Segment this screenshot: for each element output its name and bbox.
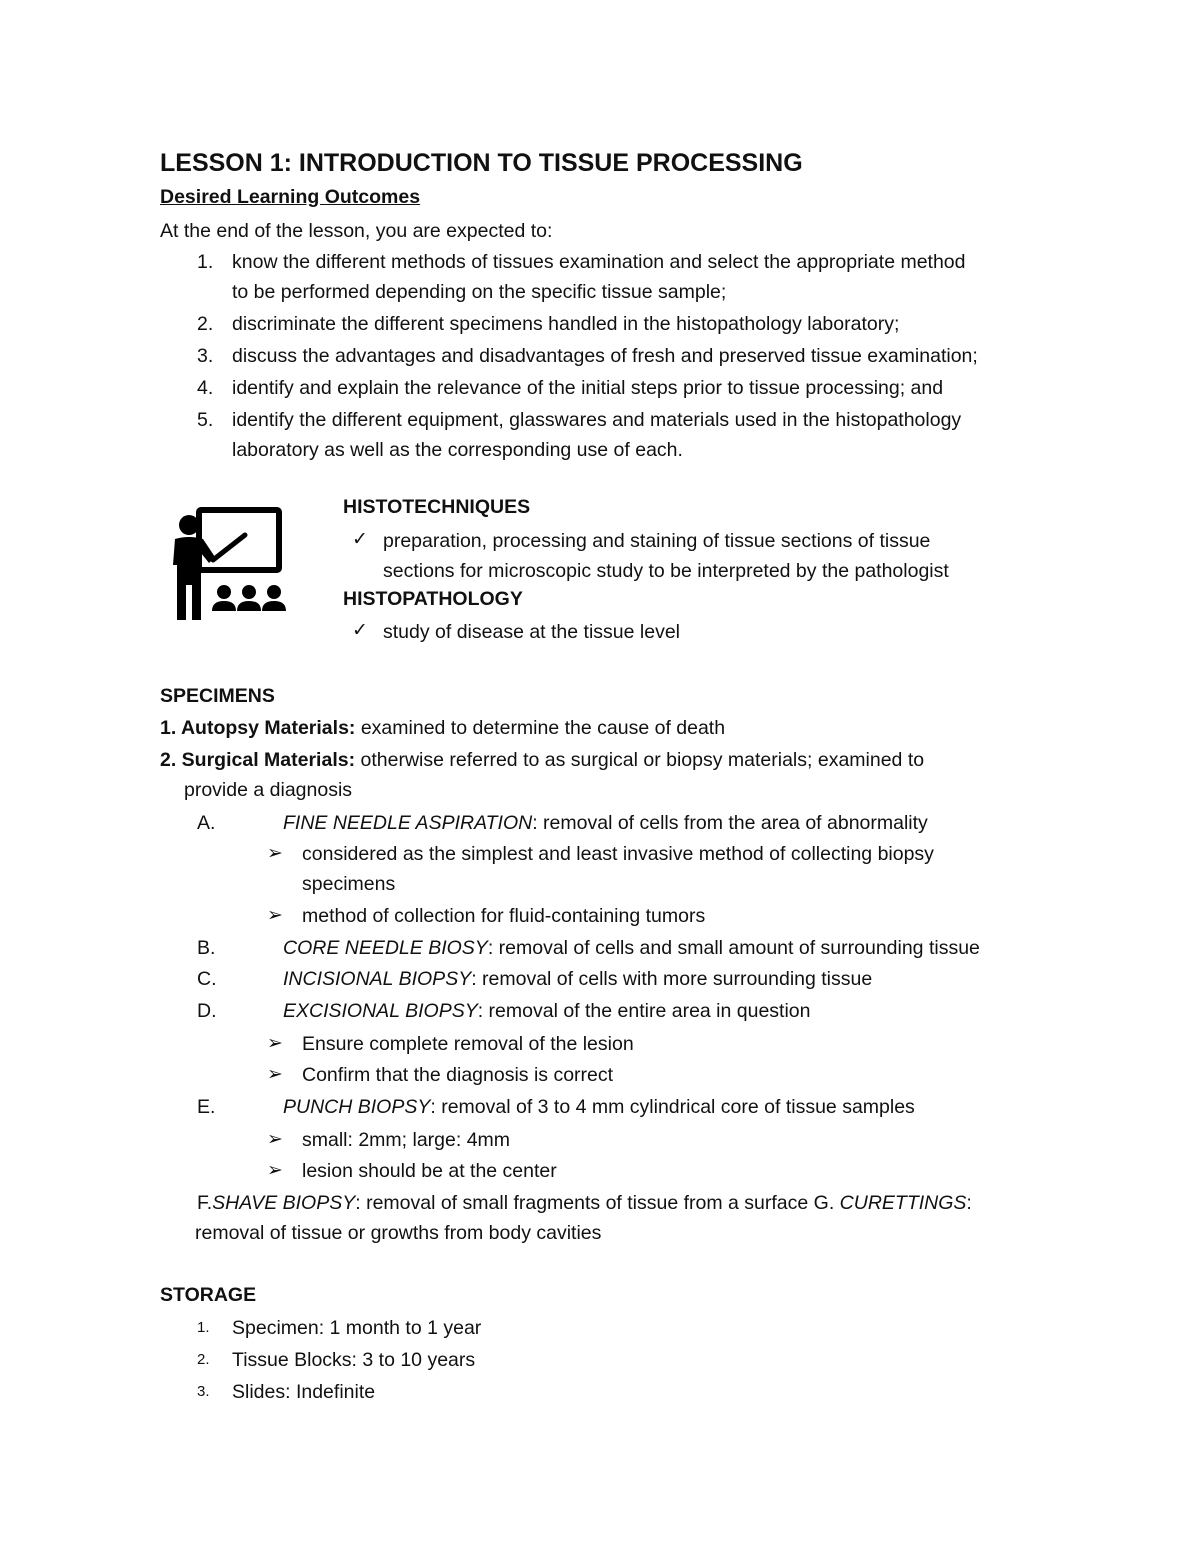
method-item: [283, 967, 872, 991]
shave-prefix: F.: [197, 1192, 213, 1214]
checkmark-icon: ✓: [352, 620, 368, 641]
autopsy-label: 1. Autopsy Materials:: [160, 717, 356, 739]
bullet-text: lesion should be at the center: [302, 1160, 557, 1182]
outcome-text: identify and explain the relevance of the initial steps prior to tissue processing; and: [232, 377, 944, 399]
method-name: INCISIONAL BIOPSY: [283, 968, 472, 990]
bullet-text: method of collection for fluid-containing tumors: [302, 905, 706, 927]
method-letter: D.: [197, 1000, 217, 1022]
outcome-number: 2.: [197, 313, 214, 335]
outcome-text: discuss the advantages and disadvantages of fresh and preserved tissue examination;: [232, 345, 978, 367]
method-letter: A.: [197, 812, 216, 834]
storage-item: Slides: Indefinite: [232, 1381, 376, 1403]
method-letter: C.: [197, 968, 217, 990]
bullet-text: considered as the simplest and least invasive method of collecting biopsy: [302, 843, 934, 865]
arrow-bullet-icon: ➢: [267, 1064, 283, 1085]
outcome-number: 5.: [197, 409, 214, 431]
method-name: CURETTINGS: [839, 1192, 967, 1214]
bullet-text: Confirm that the diagnosis is correct: [302, 1064, 614, 1086]
method-desc: : removal of 3 to 4 mm cylindrical core of tissue samples: [430, 1096, 915, 1118]
method-desc: : removal of cells and small amount of surrounding tissue: [487, 937, 980, 959]
method-item: [283, 999, 811, 1023]
definition-text: sections for microscopic study to be interpreted by the pathologist: [383, 560, 949, 582]
method-letter: B.: [197, 937, 216, 959]
method-desc: : removal of cells with more surrounding tissue: [471, 968, 873, 990]
bullet-text: specimens: [302, 873, 396, 895]
method-letter: E.: [197, 1096, 216, 1118]
arrow-bullet-icon: ➢: [267, 905, 283, 926]
teacher-presentation-icon: [165, 505, 297, 623]
outcomes-heading: Desired Learning Outcomes: [160, 186, 421, 208]
method-name: PUNCH BIOPSY: [283, 1096, 431, 1118]
arrow-bullet-icon: ➢: [267, 1033, 283, 1054]
autopsy-materials: [160, 716, 725, 740]
method-name: SHAVE BIOPSY: [212, 1192, 356, 1214]
outcome-text: to be performed depending on the specific tissue sample;: [232, 281, 727, 303]
method-desc: :: [966, 1192, 972, 1214]
shave-curettings: [197, 1191, 972, 1215]
lesson-title: LESSON 1: INTRODUCTION TO TISSUE PROCESSING: [160, 149, 803, 177]
arrow-bullet-icon: ➢: [267, 1160, 283, 1181]
method-item: [283, 936, 980, 960]
definition-term: HISTOPATHOLOGY: [343, 588, 523, 610]
autopsy-text: examined to determine the cause of death: [355, 717, 726, 739]
surgical-label: 2. Surgical Materials:: [160, 749, 356, 771]
outcome-text: know the different methods of tissues examination and select the appropriate method: [232, 251, 966, 273]
definition-text: study of disease at the tissue level: [383, 621, 681, 643]
method-name: CORE NEEDLE BIOSY: [283, 937, 488, 959]
surgical-text: otherwise referred to as surgical or biopsy materials; examined to: [355, 749, 925, 771]
outcome-text: laboratory as well as the corresponding use of each.: [232, 439, 683, 461]
method-desc: : removal of the entire area in question: [477, 1000, 811, 1022]
definition-text: preparation, processing and staining of tissue sections of tissue: [383, 530, 931, 552]
bullet-text: Ensure complete removal of the lesion: [302, 1033, 634, 1055]
arrow-bullet-icon: ➢: [267, 843, 283, 864]
storage-number: 2.: [197, 1351, 210, 1368]
storage-number: 3.: [197, 1383, 210, 1400]
outcome-text: identify the different equipment, glasswares and materials used in the histopathology: [232, 409, 962, 431]
surgical-text-cont: provide a diagnosis: [184, 779, 353, 801]
outcome-number: 3.: [197, 345, 214, 367]
specimens-heading: SPECIMENS: [160, 685, 275, 707]
method-name: EXCISIONAL BIOPSY: [283, 1000, 478, 1022]
storage-heading: STORAGE: [160, 1284, 257, 1306]
method-name: FINE NEEDLE ASPIRATION: [283, 812, 533, 834]
outcome-number: 4.: [197, 377, 214, 399]
bullet-text: small: 2mm; large: 4mm: [302, 1129, 511, 1151]
surgical-materials: [160, 748, 924, 772]
curettings-text: removal of tissue or growths from body cavities: [195, 1222, 602, 1244]
outcome-number: 1.: [197, 251, 214, 273]
method-item: [283, 811, 928, 835]
storage-number: 1.: [197, 1319, 210, 1336]
storage-item: Tissue Blocks: 3 to 10 years: [232, 1349, 476, 1371]
checkmark-icon: ✓: [352, 529, 368, 550]
method-desc: : removal of small fragments of tissue from a surface G.: [355, 1192, 840, 1214]
method-item: [283, 1095, 915, 1119]
storage-item: Specimen: 1 month to 1 year: [232, 1317, 482, 1339]
arrow-bullet-icon: ➢: [267, 1129, 283, 1150]
outcomes-intro: At the end of the lesson, you are expected to:: [160, 220, 553, 242]
definition-term: HISTOTECHNIQUES: [343, 496, 531, 518]
method-desc: : removal of cells from the area of abnormality: [532, 812, 928, 834]
outcome-text: discriminate the different specimens handled in the histopathology laboratory;: [232, 313, 900, 335]
